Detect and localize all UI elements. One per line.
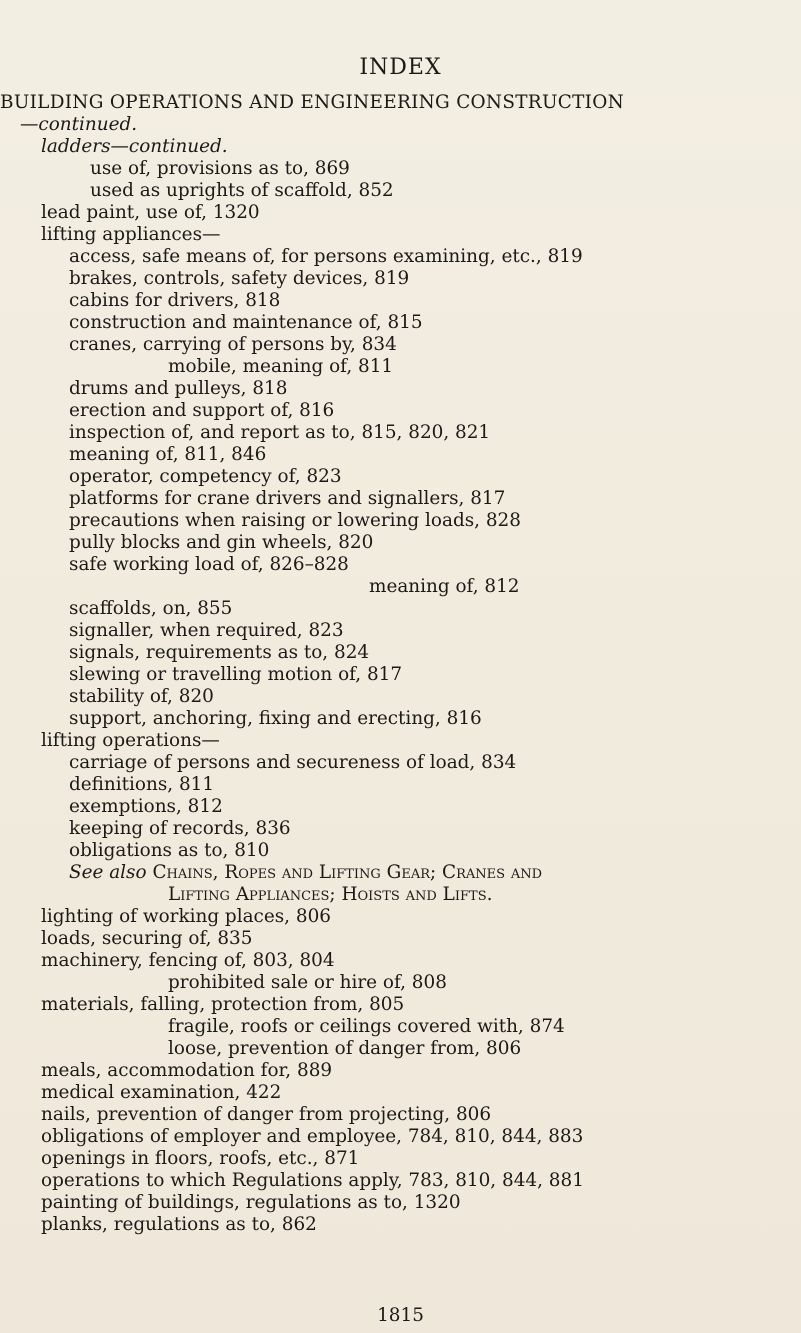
index-entry: medical examination, 422 (41, 1082, 282, 1103)
index-subentry: exemptions, 812 (69, 796, 223, 817)
index-entry: lead paint, use of, 1320 (41, 202, 260, 223)
index-entry: loads, securing of, 835 (41, 928, 253, 949)
cross-reference-text: Chains, Ropes and Lifting Gear; Cranes and (152, 862, 543, 883)
index-subentry: precautions when raising or lowering loads, 828 (69, 510, 521, 531)
page-title: INDEX (359, 55, 442, 80)
index-subentry: obligations as to, 810 (69, 840, 270, 861)
index-subentry: access, safe means of, for persons examining, etc., 819 (69, 246, 583, 267)
index-subsubentry: loose, prevention of danger from, 806 (168, 1038, 522, 1059)
index-subentry: safe working load of, 826–828 (69, 554, 349, 575)
index-entry: planks, regulations as to, 862 (41, 1214, 317, 1235)
index-entry: lifting appliances— (41, 224, 221, 245)
index-subentry: cranes, carrying of persons by, 834 (69, 334, 397, 355)
index-subentry: stability of, 820 (69, 686, 214, 707)
index-entry: operations to which Regulations apply, 783, 810, 844, 881 (41, 1170, 584, 1191)
index-subentry: carriage of persons and secureness of load, 834 (69, 752, 517, 773)
index-entry: machinery, fencing of, 803, 804 (41, 950, 335, 971)
index-subentry: signals, requirements as to, 824 (69, 642, 370, 663)
index-subentry: scaffolds, on, 855 (69, 598, 233, 619)
see-also-label: See also (69, 862, 147, 883)
index-entry: openings in floors, roofs, etc., 871 (41, 1148, 360, 1169)
index-subsubentry: meaning of, 812 (369, 576, 520, 597)
index-subentry: support, anchoring, fixing and erecting, 816 (69, 708, 482, 729)
index-subentry: definitions, 811 (69, 774, 215, 795)
index-subentry: drums and pulleys, 818 (69, 378, 288, 399)
index-entry: obligations of employer and employee, 784, 810, 844, 883 (41, 1126, 584, 1147)
index-subentry: erection and support of, 816 (69, 400, 335, 421)
index-continued-note: —continued. (20, 114, 138, 135)
index-subentry: inspection of, and report as to, 815, 820, 821 (69, 422, 491, 443)
index-subentry: keeping of records, 836 (69, 818, 291, 839)
index-entry: materials, falling, protection from, 805 (41, 994, 405, 1015)
index-subentry: used as uprights of scaffold, 852 (90, 180, 394, 201)
index-subentry: platforms for crane drivers and signallers, 817 (69, 488, 506, 509)
index-entry: ladders—continued. (41, 136, 228, 157)
index-entry: painting of buildings, regulations as to, 1320 (41, 1192, 461, 1213)
index-entry: lifting operations— (41, 730, 220, 751)
index-subsubentry: prohibited sale or hire of, 808 (168, 972, 447, 993)
index-subentry: use of, provisions as to, 869 (90, 158, 350, 179)
index-entry: nails, prevention of danger from projecting, 806 (41, 1104, 492, 1125)
index-subentry: slewing or travelling motion of, 817 (69, 664, 403, 685)
index-subentry: meaning of, 811, 846 (69, 444, 267, 465)
index-subentry: construction and maintenance of, 815 (69, 312, 423, 333)
index-heading: BUILDING OPERATIONS AND ENGINEERING CONSTRUCTION (0, 92, 625, 113)
page-number: 1815 (377, 1305, 424, 1326)
index-subentry: operator, competency of, 823 (69, 466, 342, 487)
index-entry: lighting of working places, 806 (41, 906, 331, 927)
index-subentry: signaller, when required, 823 (69, 620, 344, 641)
index-subsubentry: mobile, meaning of, 811 (168, 356, 394, 377)
cross-reference-text: Lifting Appliances; Hoists and Lifts. (168, 884, 493, 905)
cross-reference (69, 862, 542, 884)
index-subentry: pully blocks and gin wheels, 820 (69, 532, 374, 553)
index-subsubentry: fragile, roofs or ceilings covered with, 874 (168, 1016, 565, 1037)
index-subentry: brakes, controls, safety devices, 819 (69, 268, 410, 289)
index-subentry: cabins for drivers, 818 (69, 290, 281, 311)
index-entry: meals, accommodation for, 889 (41, 1060, 333, 1081)
